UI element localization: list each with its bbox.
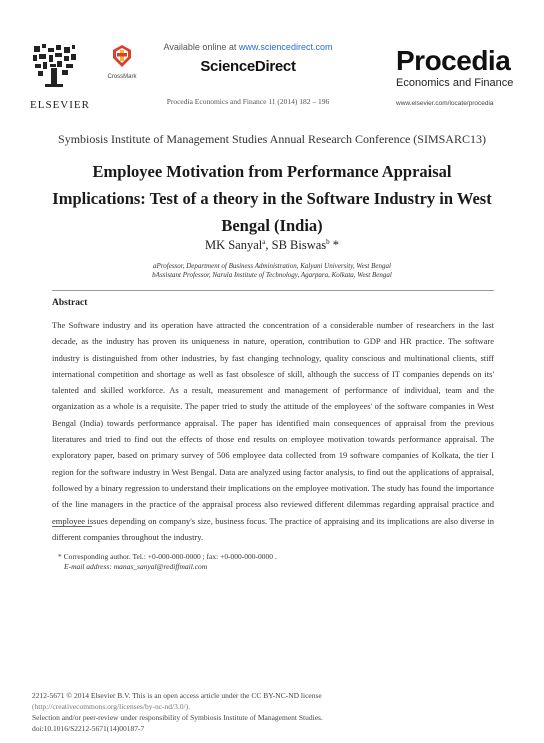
journal-citation: Procedia Economics and Finance 11 (2014) 182 – 196 [166,97,330,106]
author-2-affil-marker: b [326,238,330,246]
footnote-divider [52,526,92,527]
affiliation-a: aProfessor, Department of Business Administration, Kalyani University, West Bengal [153,262,391,270]
author-1-affil-marker: a [262,238,266,246]
author-1: MK Sanyal [204,238,263,253]
abstract-body: The Software industry and its operation have attracted the concentration of a considerable number of researchers in the last decade, as the industry has proven its uniqueness in nature, operation, contribution to GDP and HR practice. The software industry is distinguished from other industries, by fast changing technology, quality conscious and multinational clients, stiff international competition and shortage as well as fast obsolesce of skill, although the success of IT companies depends on its' talented and skilled workforce. As a result, measurement and management of performance of individual, team and the organization as a whole is a requisite. The paper tried to study the attitude of the employees' of the software companies in West Bengal (India) towards performance appraisal. The paper has identified main consequences of appraisal from the previous literatures and tried to find out the effects of those end results on employee motivation towards performance appraisal. The exploratory paper, based on primary survey of 506 employee data collected from 19 software companies of Kolkata, the tier I region for the software industry in West Bengal. Data are analyzed using factor analysis, to find out the applications of appraisal, followed by a binary regression to understand their implications on the employee motivation. The study has found the importance of the line managers in the practice of the appraisal process also reviewed different dilemmas regarding appraisal practice and employee issues depending on company's size, business focus. The practice of appraising and its implications are also diverse in different companies throughout the industry. [52,320,494,542]
license-link[interactable]: (http://creativecommons.org/licenses/by-nc-nd/3.0/). [32,702,190,711]
procedia-title: Procedia [396,45,511,76]
publisher-logo-text: ELSEVIER [30,99,90,111]
available-online-line [140,42,356,52]
copyright-line: 2212-5671 © 2014 Elsevier B.V. This is an open access article under the CC BY-NC-ND license [32,691,322,700]
conference-name: Symbiosis Institute of Management Studies Annual Research Conference (SIMSARC13) [58,132,486,146]
sciencedirect-brand: ScienceDirect [200,58,296,75]
crossmark-label: CrossMark [107,74,137,80]
sciencedirect-link[interactable]: www.sciencedirect.com [238,42,333,52]
doi[interactable]: doi:10.1016/S2212-5671(14)00187-7 [32,724,145,733]
peer-review-note: Selection and/or peer-review under responsibility of Symbiosis Institute of Management Studies. [32,713,323,722]
elsevier-logo [30,42,90,111]
available-prefix: Available online at [163,42,239,52]
affiliation-b: bAssistant Professor, Narula Institute of Technology, Agarpara, Kolkata, West Bengal [152,271,392,279]
crossmark-badge[interactable] [104,44,140,80]
procedia-subtitle: Economics and Finance [396,77,514,89]
crossmark-icon [111,44,133,68]
procedia-logo [396,46,514,110]
procedia-url[interactable]: www.elsevier.com/locate/procedia [396,100,494,107]
elsevier-tree-icon [30,42,78,90]
section-divider [52,290,494,291]
email-note: E-mail address: manas_sanyal@rediffmail.com [64,562,208,571]
paper-title: Employee Motivation from Performance Appraisal Implications: Test of a theory in the Software Industry in West Bengal (India) [52,162,492,235]
author-2: , SB Biswas [265,238,327,253]
corresponding-author-note: * Corresponding author. Tel.: +0-000-000-0000 ; fax: +0-000-000-0000 . [58,552,277,561]
corresponding-star: * [329,238,340,253]
author-line [100,238,444,253]
abstract-heading: Abstract [52,298,88,308]
